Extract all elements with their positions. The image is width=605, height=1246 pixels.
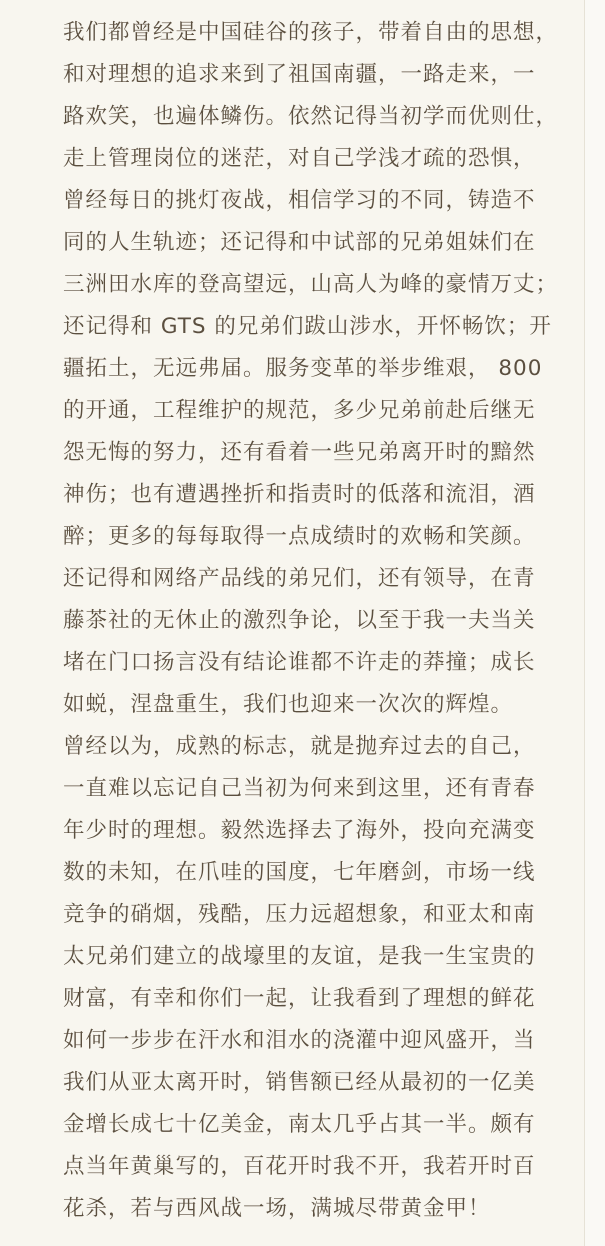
text-line: 如何一步步在汗水和泪水的浇灌中迎风盛开，当 [63, 1028, 536, 1053]
text-line: 还记得和网络产品线的弟兄们，还有领导，在青 [63, 566, 536, 591]
text-line: 三洲田水库的登高望远，山高人为峰的豪情万丈； [63, 272, 559, 297]
text-line: 我们从亚太离开时，销售额已经从最初的一亿美 [63, 1070, 536, 1095]
text-line: 还记得和 GTS 的兄弟们跋山涉水，开怀畅饮；开 [63, 314, 552, 339]
page-margin [585, 0, 605, 1246]
text-line: 同的人生轨迹；还记得和中试部的兄弟姐妹们在 [63, 230, 536, 255]
text-line: 疆拓土，无远弗届。服务变革的举步维艰， 800 [63, 356, 543, 381]
text-line: 藤茶社的无休止的激烈争论，以至于我一夫当关 [63, 608, 536, 633]
page-edge-divider [584, 0, 585, 1246]
text-line: 数的未知，在爪哇的国度，七年磨剑，市场一线 [63, 860, 536, 885]
text-line: 堵在门口扬言没有结论谁都不许走的莽撞；成长 [63, 650, 536, 675]
text-line: 竞争的硝烟，残酷，压力远超想象，和亚太和南 [63, 902, 536, 927]
text-line: 一直难以忘记自己当初为何来到这里，还有青春 [63, 776, 536, 801]
text-line: 如蜕，涅盘重生，我们也迎来一次次的辉煌。 [63, 692, 514, 717]
text-line: 和对理想的追求来到了祖国南疆，一路走来，一 [63, 62, 536, 87]
article-body [63, 12, 563, 1230]
text-line: 点当年黄巢写的，百花开时我不开，我若开时百 [63, 1154, 536, 1179]
text-line: 路欢笑，也遍体鳞伤。依然记得当初学而优则仕， [63, 104, 559, 129]
text-line: 财富，有幸和你们一起，让我看到了理想的鲜花 [63, 986, 536, 1011]
text-line: 走上管理岗位的迷茫，对自己学浅才疏的恐惧， [63, 146, 536, 171]
text-line: 花杀，若与西风战一场，满城尽带黄金甲！ [63, 1196, 491, 1221]
text-line: 太兄弟们建立的战壕里的友谊，是我一生宝贵的 [63, 944, 536, 969]
text-line: 的开通，工程维护的规范，多少兄弟前赴后继无 [63, 398, 536, 423]
text-line: 金增长成七十亿美金，南太几乎占其一半。颇有 [63, 1112, 536, 1137]
text-line: 年少时的理想。毅然选择去了海外，投向充满变 [63, 818, 536, 843]
text-line: 神伤；也有遭遇挫折和指责时的低落和流泪，酒 [63, 482, 536, 507]
text-line: 怨无悔的努力，还有看着一些兄弟离开时的黯然 [63, 440, 536, 465]
text-line: 曾经以为，成熟的标志，就是抛弃过去的自己， [63, 734, 536, 759]
text-line: 我们都曾经是中国硅谷的孩子，带着自由的思想， [63, 20, 559, 45]
text-line: 醉；更多的每每取得一点成绩时的欢畅和笑颜。 [63, 524, 536, 549]
text-line: 曾经每日的挑灯夜战，相信学习的不同，铸造不 [63, 188, 536, 213]
